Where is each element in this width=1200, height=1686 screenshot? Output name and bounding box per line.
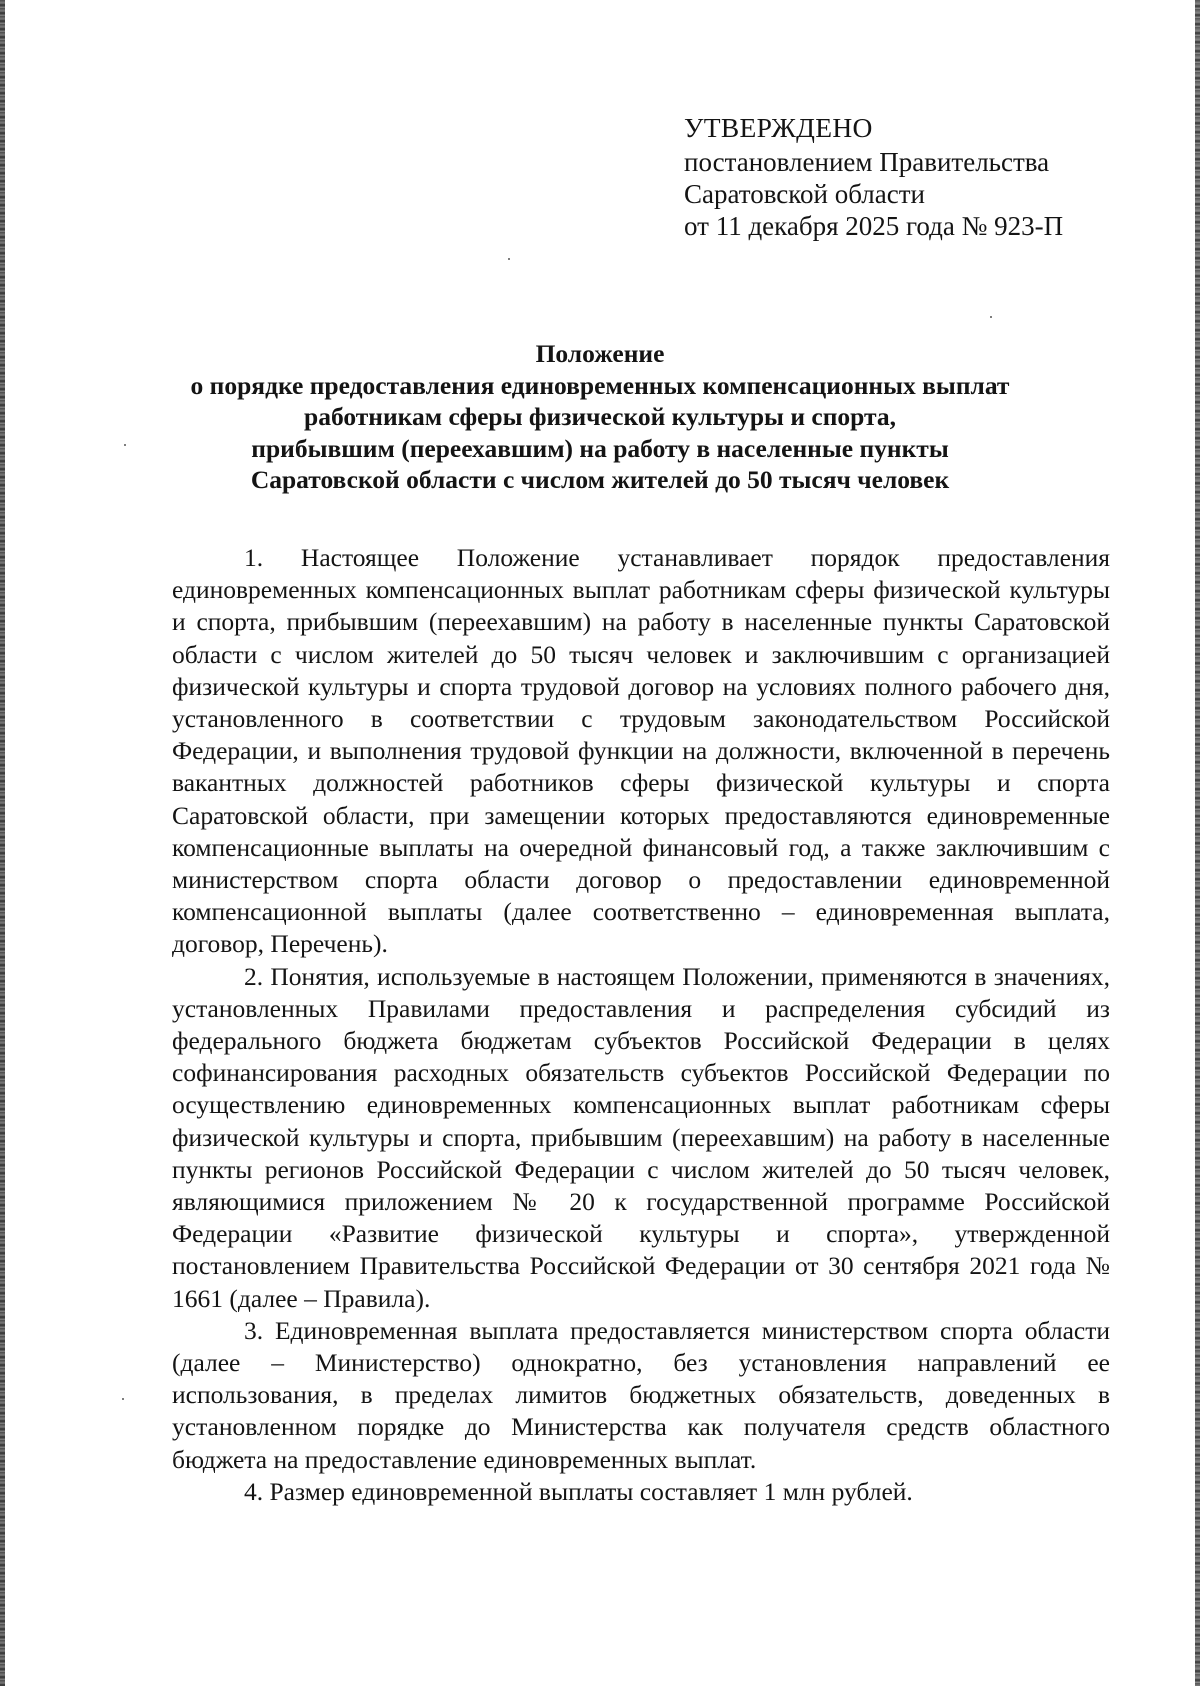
paragraph-3: 3. Единовременная выплата предоставляется министерством спорта области (далее – Министерство) однократно, без установления направлений ее использования, в пределах лимитов бюджетных обязательств, доведенных в установленном порядке до Министерства как получателя средств областного бюджета на предоставление единовременных выплат.: [172, 1315, 1110, 1474]
scan-speck: [990, 316, 992, 318]
approval-stamp: УТВЕРЖДЕНО: [684, 112, 873, 143]
approval-line: постановлением Правительства: [684, 147, 1050, 177]
title-line: работникам сферы физической культуры и спорта,: [304, 402, 896, 431]
scan-edge-left: [0, 0, 5, 1686]
title-line: Саратовской области с числом жителей до 50 тысяч человек: [250, 465, 950, 494]
paragraph-2: 2. Понятия, используемые в настоящем Положении, применяются в значениях, установленных Правилами предоставления и распределения субсидий из федерального бюджета бюджетам субъектов Российской Федерации в целях софинансирования расходных обязательств субъектов Российской Федерации по осуществлению единовременных компенсационных выплат работникам сферы физической культуры и спорта, прибывшим (переехавшим) на работу в населенные пункты регионов Российской Федерации с числом жителей до 50 тысяч человек, являющимися приложением № 20 к государственной программе Российской Федерации «Развитие физической культуры и спорта», утвержденной постановлением Правительства Российской Федерации от 30 сентября 2021 года № 1661 (далее – Правила).: [172, 961, 1110, 1313]
title-line: о порядке предоставления единовременных компенсационных выплат: [190, 370, 1010, 400]
title-line: Положение: [535, 339, 665, 368]
approval-block: [684, 112, 1144, 242]
scan-speck: [124, 444, 126, 446]
approval-line: Саратовской области: [684, 179, 925, 209]
scan-speck: [508, 258, 510, 260]
approval-date-number: от 11 декабря 2025 года № 923-П: [684, 211, 1064, 241]
scan-edge-right: [1195, 0, 1200, 1686]
paragraph-4: 4. Размер единовременной выплаты составляет 1 млн рублей.: [244, 1476, 913, 1506]
title-line: прибывшим (переехавшим) на работу в населенные пункты: [251, 433, 949, 463]
scan-speck: [122, 1398, 124, 1400]
document-body: [172, 542, 1110, 1508]
paragraph-1: 1. Настоящее Положение устанавливает порядок предоставления единовременных компенсационных выплат работникам сферы физической культуры и спорта, прибывшим (переехавшим) на работу в населенные пункты Саратовской области с числом жителей до 50 тысяч человек и заключившим с организацией физической культуры и спорта трудовой договор на условиях полного рабочего дня, установленного в соответствии с трудовым законодательством Российской Федерации, и выполнения трудовой функции на должности, включенной в перечень вакантных должностей работников сферы физической культуры и спорта Саратовской области, при замещении которых предоставляются единовременные компенсационные выплаты на очередной финансовый год, а также заключившим с министерством спорта области договор о предоставлении единовременной компенсационной выплаты (далее соответственно – единовременная выплата, договор, Перечень).: [172, 543, 1110, 959]
document-title: [140, 338, 1060, 496]
